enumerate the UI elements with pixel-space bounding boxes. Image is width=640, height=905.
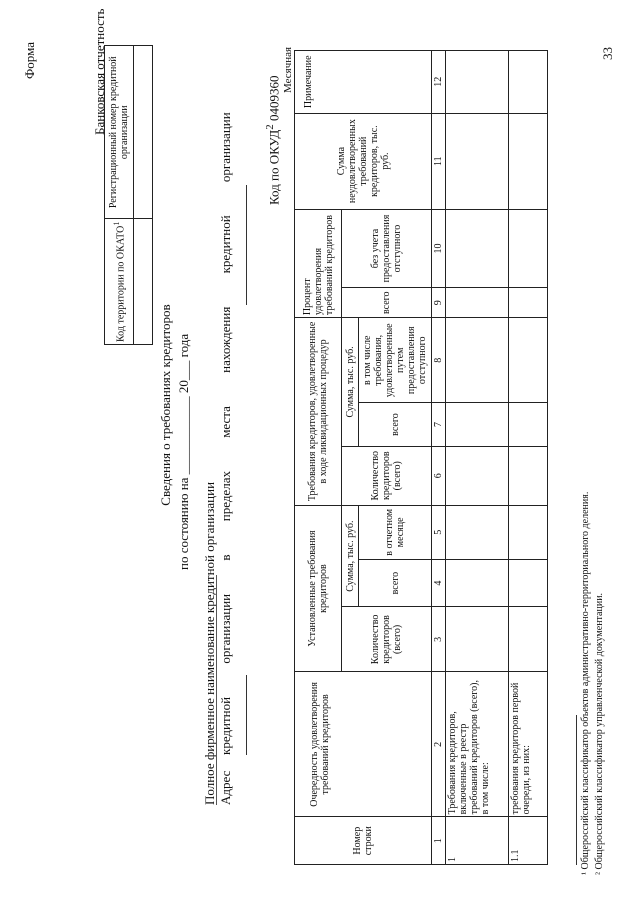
regnum-header: Регистрационный номер кредитной организации — [105, 46, 134, 219]
row-description: требования кредиторов первой очереди, из них: — [509, 672, 548, 817]
header-percent: Процент удовлетворения требований кредиторов — [295, 209, 342, 317]
okato-value-cell — [134, 219, 153, 345]
header-total-2: всего — [359, 403, 432, 446]
footnote-1: ¹ Общероссийский классификатор объектов административно-территориального деления. — [580, 491, 591, 875]
header-sum-2: Сумма, тыс. руб. — [342, 318, 359, 447]
col-num-12: 12 — [432, 51, 446, 114]
date-suffix: года — [176, 333, 191, 358]
date-line — [176, 334, 192, 570]
address-underline — [246, 675, 247, 755]
form-label: Форма — [22, 42, 37, 79]
date-blank-day-month: ____________ — [176, 396, 191, 475]
cell — [509, 505, 548, 559]
row-description: Требования кредиторов, включенные в реестр требований кредиторов (всего), в том числе: — [446, 672, 509, 817]
header-total: всего — [359, 559, 432, 607]
okato-header — [105, 219, 134, 345]
header-sum: Сумма, тыс. руб. — [342, 505, 359, 607]
address-underline-2 — [246, 185, 247, 305]
cell — [509, 209, 548, 288]
col-num-9: 9 — [432, 288, 446, 318]
footnote-2: ² Общероссийский классификатор управленческой документации. — [594, 592, 605, 875]
report-title: Сведения о требованиях кредиторов — [158, 304, 173, 506]
cell — [509, 607, 548, 672]
col-num-1: 1 — [432, 817, 446, 865]
cell — [509, 403, 548, 446]
cell — [509, 446, 548, 505]
header-total-3: всего — [342, 288, 432, 318]
cell — [446, 51, 509, 114]
reporting-type: Банковская отчетность — [92, 8, 107, 135]
table-row — [509, 51, 548, 865]
okud-value: 0409360 — [266, 75, 282, 122]
regnum-value-cell — [134, 46, 153, 219]
header-established: Установленные требования кредиторов — [295, 505, 342, 672]
header-queue: Очередность удовлетворения требований кредиторов — [295, 672, 432, 817]
date-blank-year: ___ — [176, 360, 191, 381]
table-row — [446, 51, 509, 865]
cell — [446, 318, 509, 403]
cell — [509, 113, 548, 209]
cell — [446, 505, 509, 559]
cell — [446, 559, 509, 607]
address-text: кредитной организации в пределах места нахождения кредитной организации — [218, 112, 233, 755]
col-num-7: 7 — [432, 403, 446, 446]
periodicity: Месячная — [282, 46, 294, 93]
header-no-waiver: без учета предоставления отступного — [342, 209, 432, 288]
address-label: Адрес — [218, 770, 233, 805]
org-name-label: Полное фирменное наименование кредитной организации — [202, 481, 217, 805]
header-report-month: в отчетном месяце — [359, 505, 432, 559]
cell — [509, 559, 548, 607]
col-num-5: 5 — [432, 505, 446, 559]
cell — [509, 51, 548, 114]
col-num-10: 10 — [432, 209, 446, 288]
row-number: 1 — [446, 817, 509, 865]
header-count-2: Количество кредиторов (всего) — [342, 446, 432, 505]
cell — [446, 209, 509, 288]
cell — [509, 318, 548, 403]
org-name-underline — [216, 575, 217, 805]
creditor-claims-table — [294, 50, 548, 865]
cell — [446, 403, 509, 446]
codes-table — [104, 45, 153, 345]
header-row-number: Номер строки — [295, 817, 432, 865]
col-num-6: 6 — [432, 446, 446, 505]
col-num-11: 11 — [432, 113, 446, 209]
okato-label: Код территории по ОКАТО — [115, 225, 127, 342]
header-satisfied: Требования кредиторов, удовлетворенные в ходе ликвидационных процедур — [295, 318, 342, 506]
col-num-4: 4 — [432, 559, 446, 607]
cell — [509, 288, 548, 318]
col-num-2: 2 — [432, 672, 446, 817]
cell — [446, 113, 509, 209]
header-unsatisfied: Сумма неудовлетворенных требований кредиторов, тыс. руб. — [295, 113, 432, 209]
cell — [446, 607, 509, 672]
okud-line — [264, 76, 282, 205]
header-note: Примечание — [295, 51, 432, 114]
col-num-3: 3 — [432, 607, 446, 672]
col-num-8: 8 — [432, 318, 446, 403]
cell — [446, 288, 509, 318]
date-prefix: по состоянию на — [176, 477, 191, 570]
header-incl-waiver: в том числе требования, удовлетворенные путем предоставления отступного — [359, 318, 432, 403]
okud-footnote-mark: 2 — [264, 124, 276, 130]
page-number: 33 — [600, 47, 615, 60]
okud-label: Код по ОКУД — [266, 129, 282, 205]
footnote-separator — [576, 715, 577, 865]
cell — [446, 446, 509, 505]
okato-footnote-mark: 1 — [111, 221, 121, 226]
date-century: 20 — [176, 380, 191, 394]
row-number: 1.1 — [509, 817, 548, 865]
column-number-row — [432, 51, 446, 865]
header-count: Количество кредиторов (всего) — [342, 607, 432, 672]
